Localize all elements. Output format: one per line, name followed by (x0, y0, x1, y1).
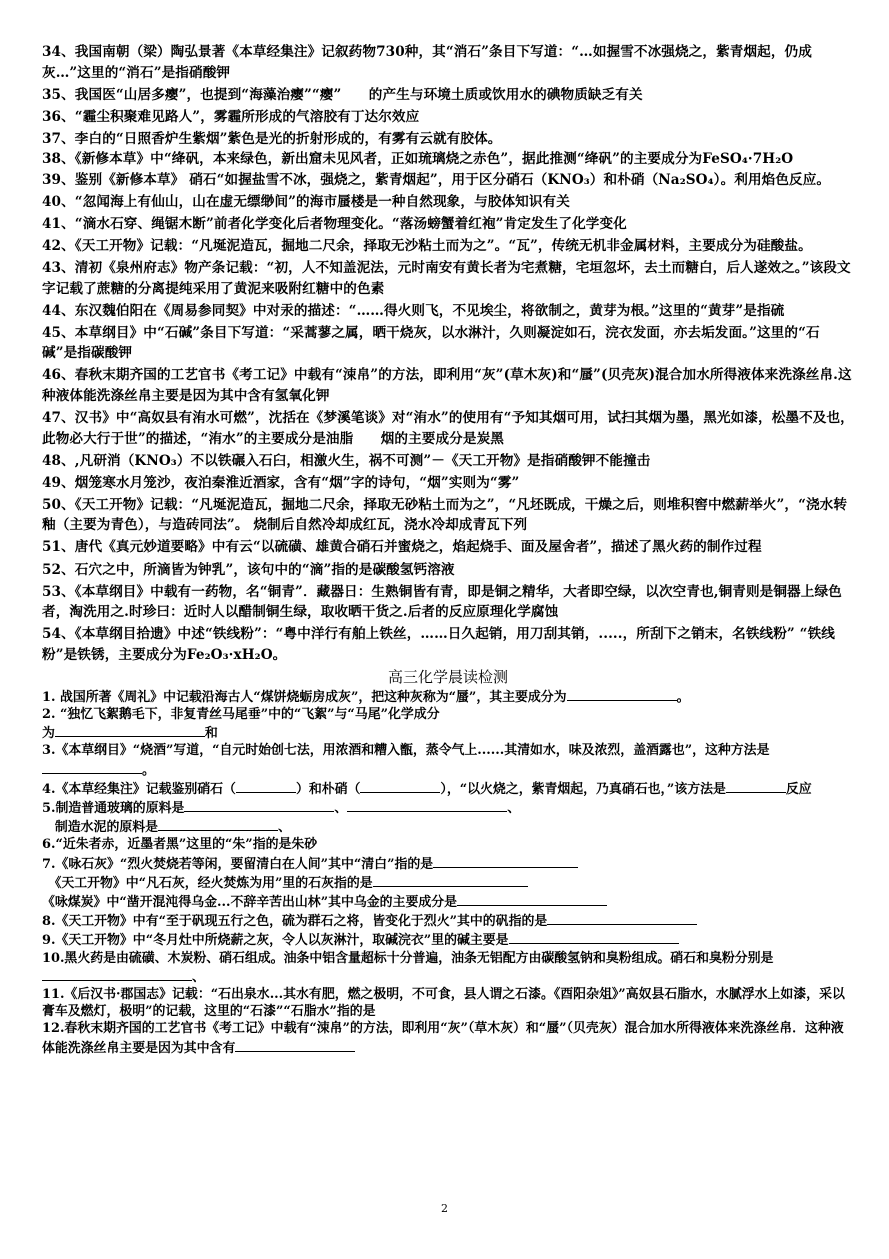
question-text: 、 (192, 969, 205, 985)
answer-blank[interactable] (726, 779, 786, 793)
question-text: 和 (204, 726, 218, 742)
question-text: 3.《本草纲目》“烧酒”写道，“自元时始创七法，用浓酒和糟入甑，蒸令气上......其清如水，味及浓烈，盖酒露也”，这种方法是 (42, 743, 770, 759)
question-text: ）和朴硝（ (295, 781, 361, 797)
quiz-question (42, 854, 854, 873)
review-item-36: 36、“霾尘积聚难见路人”，雾霾所形成的气溶胶有丁达尔效应 (42, 108, 420, 125)
question-text: 1. 战国所著《周礼》中记载沿海古人“煤饼烧蛎房成灰”，把这种灰称为“蜃”，其主要成分为 (42, 689, 567, 705)
quiz-question (42, 687, 854, 706)
question-text: 10.黑火药是由硫磺、木炭粉、硝石组成。油条中铝含量超标十分普遍，油条无铝配方由碳酸氢钠和臭粉组成。硝石和臭粉分别是 (42, 950, 774, 966)
question-text: 11.《后汉书·郡国志》记载：“石出泉水...其水有肥，燃之极明，不可食，县人谓之石漆。《酉阳杂俎》”高奴县石脂水，水腻浮水上如漆，采以膏车及燃灯，极明”的记载，这里的“石漆”“石脂水”指的是 (42, 987, 845, 1020)
quiz-question (42, 873, 854, 892)
review-item-35: 35、我国医“山居多瘿”，也提到“海藻治瘿”“瘿” 的产生与环境土质或饮用水的碘物质缺乏有关 (42, 86, 643, 103)
answer-blank[interactable] (347, 798, 507, 812)
review-item-42: 42、《天工开物》记载：“凡埏泥造瓦，掘地二尺余，择取无沙粘土而为之”。“瓦”，传统无机非金属材料，主要成分为硅酸盐。 (42, 238, 812, 255)
answer-blank[interactable] (360, 779, 440, 793)
quiz-question (42, 1020, 854, 1056)
quiz-question (42, 911, 854, 930)
review-item-53: 53、《本草纲目》中载有一药物，名“铜青”．藏器日：生熟铜皆有青，即是铜之精华，大者即空绿，以次空青也,铜青则是铜器上绿色者，淘洗用之.时珍曰：近时人以醋制铜生绿，取收晒干货之.后者的反应原理化学腐蚀 (42, 583, 842, 621)
quiz-question (42, 817, 854, 836)
answer-blank[interactable] (158, 817, 278, 831)
question-text: 、 (507, 801, 521, 816)
question-text: 为 (42, 726, 55, 742)
question-text: 8.《天工开物》中有“至于矾现五行之色，硫为群石之将，皆变化于烈火”其中的矾指的是 (42, 914, 548, 930)
answer-blank[interactable] (236, 779, 296, 793)
question-text: 《咏煤炭》中“凿开混沌得乌金...不辞辛苦出山林”其中乌金的主要成分是 (42, 895, 458, 911)
page-number: 2 (441, 1202, 448, 1215)
quiz-question (42, 986, 854, 1020)
quiz-question (42, 723, 854, 742)
quiz-question (42, 742, 854, 778)
question-text: 5.制造普通玻璃的原料是 (42, 801, 185, 816)
review-item-48: 48、,凡研消（KNO₃）不以铁碾入石臼，相激火生，祸不可测”－《天工开物》是指硝酸钾不能撞击 (42, 452, 651, 469)
review-item-45: 45、本草纲目》中“石碱”条目下写道：“采蒿蓼之属，晒干烧灰，以水淋汁，久则凝淀如石，浣衣发面，亦去垢发面。”这里的“石碱”是指碳酸钾 (42, 324, 820, 362)
question-text: 6.“近朱者赤，近墨者黑”这里的“朱”指的是朱砂 (42, 837, 318, 853)
review-item-37: 37、李白的“日照香炉生紫烟”紫色是光的折射形成的，有雾有云就有胶体。 (42, 130, 502, 147)
quiz-question (42, 706, 854, 723)
review-item-49: 49、烟笼寒水月笼沙，夜泊秦淮近酒家，含有“烟”字的诗句，“烟”实则为“雾” (42, 474, 520, 491)
answer-blank[interactable] (509, 930, 679, 944)
quiz-question (42, 892, 854, 911)
question-text: 制造水泥的原料是 (42, 820, 159, 836)
question-text: 2. “独忆飞絮鹅毛下，非复青丝马尾垂”中的“飞絮”与“马尾”化学成分 (42, 706, 440, 722)
question-text: ），“以火烧之，紫青烟起，乃真硝石也，”该方法是 (440, 781, 726, 797)
answer-blank[interactable] (567, 687, 677, 701)
question-text: 。 (676, 689, 690, 705)
review-item-52: 52、石穴之中，所滴皆为钟乳”，该句中的“滴”指的是碳酸氢钙溶液 (42, 561, 455, 578)
quiz-question (42, 798, 854, 817)
question-text: 反应 (785, 781, 812, 797)
review-item-38: 38、《新修本草》中“绛矾，本来绿色，新出窟未见风者，正如琉璃烧之赤色”，据此推测“绛矾”的主要成分为FeSO₄·7H₂O (42, 151, 794, 168)
review-item-46: 46、春秋末期齐国的工艺官书《考工记》中载有“涑帛”的方法，即利用“灰”(草木灰)和“蜃”(贝壳灰)混合加水所得液体来洗涤丝帛.这种液体能洗涤丝帛主要是因为其中含有氢氧化钾 (42, 367, 852, 404)
answer-blank[interactable] (457, 892, 607, 906)
answer-blank[interactable] (433, 854, 578, 868)
review-item-47: 47、汉书》中“高奴县有洧水可燃”，沈括在《梦溪笔谈》对“洧水”的使用有“予知其烟可用，试扫其烟为墨，黑光如漆，松墨不及也，此物必大行于世”的描述，“洧水”的主要成分是油脂 烟的主要成分是炭黑 (42, 410, 854, 447)
review-item-54: 54、《本草纲目拾遗》中述“铁线粉”：“粤中洋行有舶上铁丝，……日久起销，用刀刮其销，.....，所刮下之销末，名铁线粉” “铁线粉”是铁锈，主要成分为Fe₂O₃·xH₂O。 (42, 626, 835, 663)
answer-blank[interactable] (42, 760, 142, 774)
review-item-40: 40、“忽闻海上有仙山，山在虚无缥缈间”的海市蜃楼是一种自然现象，与胶体知识有关 (42, 193, 570, 210)
answer-blank[interactable] (42, 967, 192, 981)
answer-blank[interactable] (547, 911, 697, 925)
question-text: 、 (278, 820, 291, 836)
review-item-41: 41、“滴水石穿、绳锯木断”前者化学变化后者物理变化。“落汤螃蟹着红袍”肯定发生了化学变化 (42, 215, 627, 232)
question-text: 7.《咏石灰》“烈火焚烧若等闲，要留清白在人间”其中“清白”指的是 (42, 856, 434, 872)
answer-blank[interactable] (373, 873, 528, 887)
document-page (42, 42, 854, 1057)
question-text: 。 (142, 762, 155, 778)
question-text: 《天工开物》中“凡石灰，经火焚炼为用”里的石灰指的是 (42, 875, 373, 891)
question-text: 4.《本草经集注》记载鉴别硝石（ (42, 781, 236, 797)
question-text: 9.《天工开物》中“冬月灶中所烧薪之灰，令人以灰淋汁，取碱浣衣”里的碱主要是 (42, 933, 509, 949)
answer-blank[interactable] (235, 1038, 355, 1052)
review-item-34: 34、我国南朝（梁）陶弘景著《本草经集注》记叙药物730种，其“消石”条目下写道：“…如握雪不冰强烧之，紫青烟起，仍成灰…”这里的“消石”是指硝酸钾 (42, 44, 812, 81)
question-text: 、 (334, 801, 348, 816)
quiz-question (42, 930, 854, 949)
review-item-44: 44、东汉魏伯阳在《周易参同契》中对汞的描述：“……得火则飞，不见埃尘，将欲制之，黄芽为根。”这里的“黄芽”是指硫 (42, 302, 785, 319)
review-item-51: 51、唐代《真元妙道要略》中有云“以硫磺、雄黄合硝石并蜜烧之，焰起烧手、面及屋舍者”，描述了黑火药的制作过程 (42, 539, 762, 556)
quiz-question (42, 950, 854, 986)
answer-blank[interactable] (184, 798, 334, 812)
quiz-question (42, 779, 854, 798)
review-items (42, 42, 854, 665)
answer-blank[interactable] (55, 723, 205, 737)
quiz-questions (42, 687, 854, 1057)
section-title: 高三化学晨读检测 (387, 667, 508, 686)
review-item-50: 50、《天工开物》记载：“凡埏泥造瓦，掘地二尺余，择取无砂粘土而为之”，“凡坯既成，干燥之后，则堆积窖中燃薪举火”，“浇水转釉（主要为青色），与造砖同法”。 烧制后自然冷却成红瓦，浇水冷却成青瓦下列 (42, 496, 848, 534)
quiz-question (42, 836, 854, 853)
question-text: 12.春秋末期齐国的工艺官书《考工记》中载有“涑帛”的方法，即利用“灰”（草木灰）和“蜃”（贝壳灰）混合加水所得液体来洗涤丝帛．这种液体能洗涤丝帛主要是因为其中含有 (42, 1021, 844, 1056)
review-item-43: 43、清初《泉州府志》物产条记载：“初，人不知盖泥法，元时南安有黄长者为宅煮糖，宅垣忽坏，去土而糖白，后人遂效之。”该段文字记载了蔗糖的分离提纯采用了黄泥来吸附红糖中的色素 (42, 260, 851, 297)
review-item-39: 39、鉴别《新修本草》 硝石“如握盐雪不冰，强烧之，紫青烟起”，用于区分硝石（KNO₃）和朴硝（Na₂SO₄）。利用焰色反应。 (42, 171, 831, 188)
